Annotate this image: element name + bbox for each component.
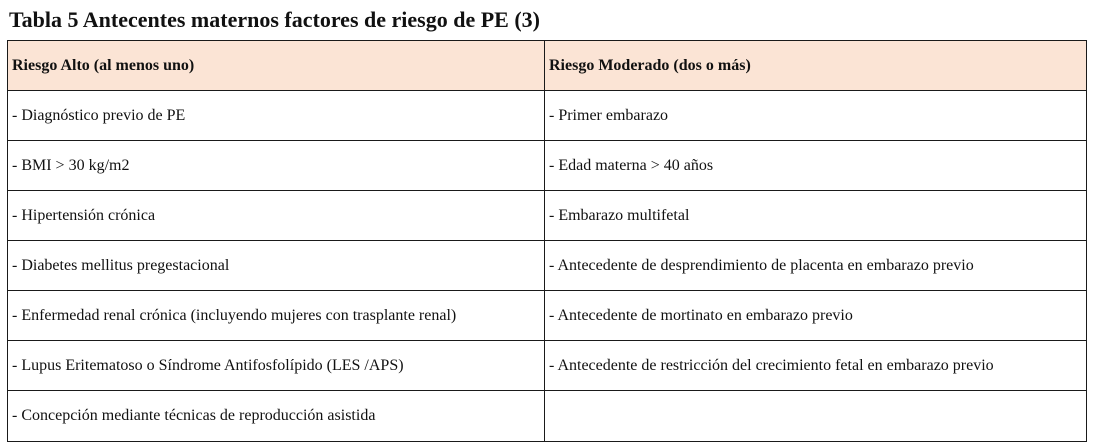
moderate-risk-cell: - Antecedente de restricción del crecimiento fetal en embarazo previo xyxy=(545,341,1087,391)
risk-factors-table xyxy=(7,40,1087,442)
moderate-risk-cell: - Antecedente de mortinato en embarazo previo xyxy=(545,291,1087,341)
table-row xyxy=(8,391,1087,442)
table-row xyxy=(8,141,1087,191)
high-risk-cell: - BMI > 30 kg/m2 xyxy=(8,141,545,191)
table-row xyxy=(8,91,1087,141)
table-title: Tabla 5 Antecentes maternos factores de riesgo de PE (3) xyxy=(9,7,540,32)
table-header-row xyxy=(8,41,1087,91)
moderate-risk-cell: - Primer embarazo xyxy=(545,91,1087,141)
table-row xyxy=(8,191,1087,241)
table-row xyxy=(8,291,1087,341)
header-moderate-risk: Riesgo Moderado (dos o más) xyxy=(545,41,1087,91)
moderate-risk-cell: - Antecedente de desprendimiento de placenta en embarazo previo xyxy=(545,241,1087,291)
table-row xyxy=(8,341,1087,391)
high-risk-cell: - Lupus Eritematoso o Síndrome Antifosfolípido (LES /APS) xyxy=(8,341,545,391)
high-risk-cell: - Diabetes mellitus pregestacional xyxy=(8,241,545,291)
moderate-risk-cell-empty xyxy=(545,391,1087,442)
high-risk-cell: - Diagnóstico previo de PE xyxy=(8,91,545,141)
header-high-risk: Riesgo Alto (al menos uno) xyxy=(8,41,545,91)
table-row xyxy=(8,241,1087,291)
high-risk-cell: - Concepción mediante técnicas de reproducción asistida xyxy=(8,391,545,442)
moderate-risk-cell: - Edad materna > 40 años xyxy=(545,141,1087,191)
high-risk-cell: - Hipertensión crónica xyxy=(8,191,545,241)
high-risk-cell: - Enfermedad renal crónica (incluyendo mujeres con trasplante renal) xyxy=(8,291,545,341)
moderate-risk-cell: - Embarazo multifetal xyxy=(545,191,1087,241)
